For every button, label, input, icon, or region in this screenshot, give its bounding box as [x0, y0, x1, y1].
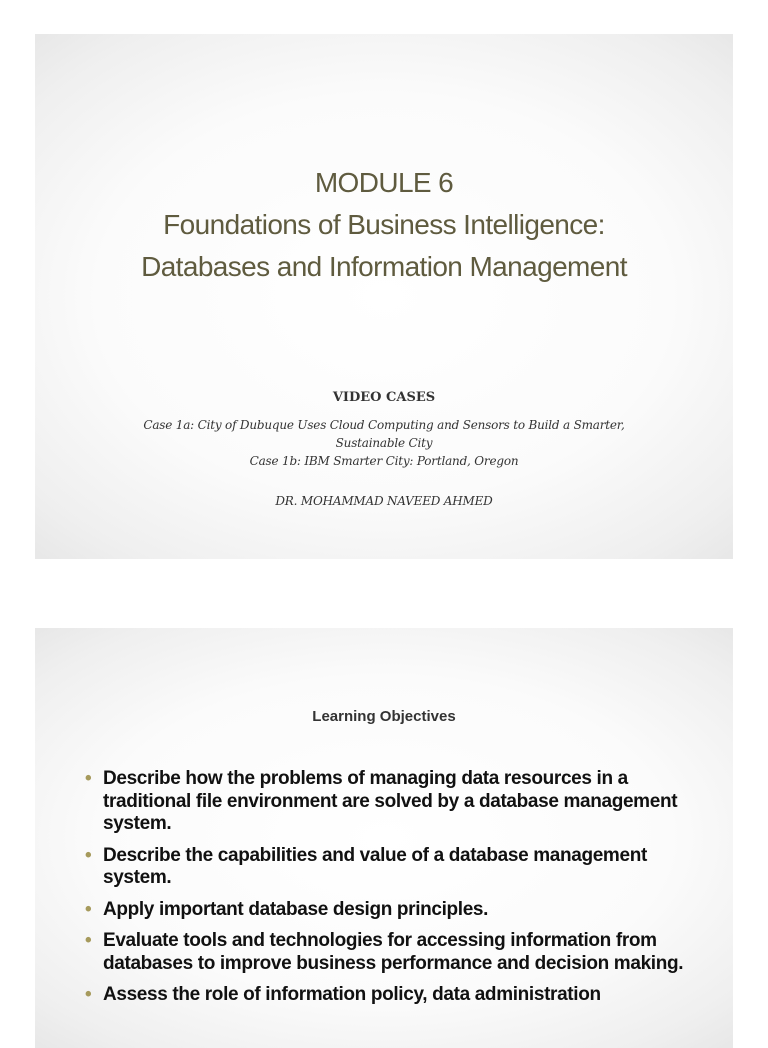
- case-1b-text: Case 1b: IBM Smarter City: Portland, Oregon: [249, 454, 519, 468]
- title-line-module: MODULE 6: [314, 167, 454, 198]
- bullet-icon: •: [85, 984, 92, 1005]
- title-line-databases: Databases and Information Management: [141, 251, 627, 282]
- learning-objectives-slide: [35, 628, 733, 1048]
- objective-item: [85, 899, 705, 922]
- bullet-icon: •: [85, 844, 92, 866]
- title-slide: [35, 34, 733, 559]
- objectives-list: [85, 768, 705, 1016]
- objective-item: [85, 845, 705, 890]
- objective-text: Evaluate tools and technologies for accessing information from databases to improve business performance and decision making.: [103, 930, 684, 974]
- objective-text: Describe how the problems of managing data resources in a traditional file environment are solved by a database management system.: [103, 768, 678, 834]
- objective-item: [85, 768, 705, 836]
- objective-text: Describe the capabilities and value of a database management system.: [103, 844, 647, 888]
- case-1a-text: Case 1a: City of Dubuque Uses Cloud Computing and Sensors to Build a Smarter, Sustainable City: [143, 418, 625, 450]
- title-line-foundations: Foundations of Business Intelligence:: [163, 209, 605, 240]
- objective-text: Apply important database design principles.: [103, 898, 489, 920]
- objective-item: [85, 930, 705, 975]
- objective-item: [85, 984, 705, 1007]
- objective-text: Assess the role of information policy, data administration: [103, 984, 601, 1005]
- bullet-icon: •: [85, 768, 92, 789]
- bullet-icon: •: [85, 930, 92, 951]
- slide-title: [35, 162, 733, 288]
- video-cases-block: [35, 389, 733, 510]
- bullet-icon: •: [85, 898, 92, 920]
- video-cases-heading: VIDEO CASES: [332, 390, 436, 405]
- learning-objectives-heading: Learning Objectives: [312, 708, 456, 725]
- author-name: DR. MOHAMMAD NAVEED AHMED: [275, 494, 493, 508]
